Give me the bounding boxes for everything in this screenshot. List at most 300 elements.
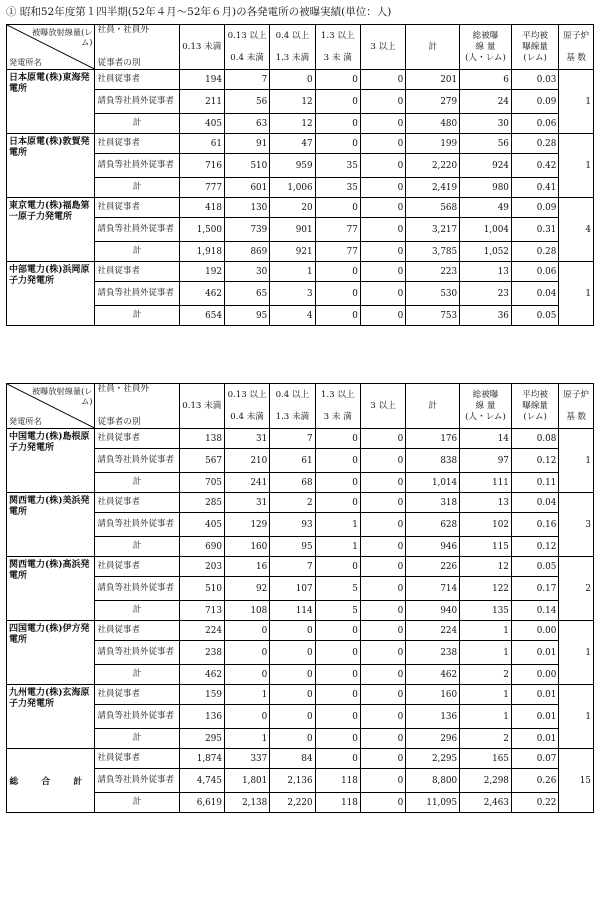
header-lt013 [179,384,224,429]
data-cell: 1,500 [179,218,224,242]
data-cell: 0 [315,493,360,513]
data-cell: 959 [270,154,315,178]
data-cell: 1,801 [224,769,269,793]
data-cell: 56 [460,134,512,154]
data-cell: 20 [270,198,315,218]
data-cell: 285 [179,493,224,513]
grand-total-label: 総 合 計 [7,749,95,813]
data-cell: 4,745 [179,769,224,793]
header-average-dose [511,384,558,429]
data-cell: 238 [406,641,460,665]
data-cell: 0.01 [511,729,558,749]
data-cell: 201 [406,70,460,90]
data-cell: 279 [406,90,460,114]
data-cell: 0 [315,449,360,473]
header-04-13-line2: 1.3 未満 [275,52,310,63]
data-cell: 601 [224,178,269,198]
plant-name: 関西電力(株)美浜発電所 [7,493,95,557]
header-lt013-label: 0.13 未満 [182,400,222,411]
row-label-contractor: 請負等社員外従事者 [95,577,179,601]
data-cell: 0 [315,621,360,641]
row-label-subtotal: 計 [95,793,179,813]
table-row [7,621,594,641]
header-ge3 [360,384,405,429]
header-collective-line2: 線 量 [475,41,496,52]
row-label-contractor: 請負等社員外従事者 [95,769,179,793]
data-cell: 95 [270,537,315,557]
header-013-04 [224,384,269,429]
table-row [7,449,594,473]
row-label-contractor: 請負等社員外従事者 [95,218,179,242]
data-cell: 0.01 [511,705,558,729]
data-cell: 0 [270,729,315,749]
row-label-subtotal: 計 [95,178,179,198]
header-collective-line1: 総被曝 [472,389,499,400]
data-cell: 0.31 [511,218,558,242]
header-reactors [559,25,594,70]
data-cell: 0 [315,705,360,729]
data-cell: 0 [360,729,405,749]
data-cell: 0.12 [511,449,558,473]
reactor-count: 1 [559,70,594,134]
data-cell: 65 [224,282,269,306]
reactor-count: 1 [559,262,594,326]
data-cell: 0 [360,198,405,218]
header-collective-dose [460,384,512,429]
data-cell: 93 [270,513,315,537]
table-row [7,641,594,665]
data-cell: 0 [360,493,405,513]
data-cell: 777 [179,178,224,198]
data-cell: 0 [315,198,360,218]
row-label-subtotal: 計 [95,665,179,685]
data-cell: 122 [460,577,512,601]
header-total [406,384,460,429]
table-row [7,601,594,621]
data-cell: 654 [179,306,224,326]
data-cell: 567 [179,449,224,473]
data-cell: 1 [224,729,269,749]
data-cell: 210 [224,449,269,473]
data-cell: 31 [224,429,269,449]
data-cell: 165 [460,749,512,769]
header-average-dose [511,25,558,70]
data-cell: 1 [224,685,269,705]
data-cell: 35 [315,154,360,178]
header-13-3-line2: 3 未 満 [323,411,352,422]
data-cell: 2 [270,493,315,513]
data-cell: 2,295 [406,749,460,769]
table-row [7,473,594,493]
data-cell: 47 [270,134,315,154]
table-row [7,70,594,90]
header-average-line2: 曝線量 [522,400,549,411]
data-cell: 138 [179,429,224,449]
data-cell: 0 [315,90,360,114]
data-cell: 0 [360,685,405,705]
table-caption: ① 昭和52年度第１四半期(52年４月～52年６月)の各発電所の被曝実績(単位：人) [6,6,392,18]
data-cell: 68 [270,473,315,493]
header-dose-label: 被曝放射線量(レム) [31,27,93,47]
row-label-contractor: 請負等社員外従事者 [95,449,179,473]
data-cell: 418 [179,198,224,218]
data-cell: 921 [270,242,315,262]
data-cell: 980 [460,178,512,198]
header-average-line3: (レム) [523,52,547,63]
data-cell: 136 [179,705,224,729]
data-cell: 0 [360,306,405,326]
data-cell: 0 [315,665,360,685]
data-cell: 1,918 [179,242,224,262]
data-cell: 0 [315,282,360,306]
data-cell: 1,874 [179,749,224,769]
data-cell: 114 [270,601,315,621]
data-cell: 946 [406,537,460,557]
data-cell: 0.09 [511,198,558,218]
data-cell: 102 [460,513,512,537]
header-worker-type-line1: 社員・社員外 [97,25,150,35]
reactor-count: 1 [559,621,594,685]
table-row [7,749,594,769]
data-cell: 405 [179,114,224,134]
row-label-employee: 社員従事者 [95,429,179,449]
table-row [7,513,594,537]
header-row [7,384,594,429]
data-cell: 159 [179,685,224,705]
header-reactors-line1: 原子炉 [563,389,590,400]
reactor-count: 1 [559,685,594,749]
table-row [7,685,594,705]
header-worker-type-line2: 従事者の別 [97,417,141,427]
data-cell: 5 [315,577,360,601]
row-label-subtotal: 計 [95,473,179,493]
data-cell: 1,014 [406,473,460,493]
header-diagonal-cell [7,25,95,70]
data-cell: 3,217 [406,218,460,242]
data-cell: 0 [360,557,405,577]
data-cell: 705 [179,473,224,493]
data-cell: 12 [270,90,315,114]
header-13-3 [315,384,360,429]
data-cell: 0 [360,577,405,601]
data-cell: 0.28 [511,134,558,154]
data-cell: 7 [224,70,269,90]
data-cell: 160 [406,685,460,705]
row-label-subtotal: 計 [95,537,179,557]
header-013-04-line1: 0.13 以上 [227,389,267,400]
data-cell: 0.12 [511,537,558,557]
data-cell: 84 [270,749,315,769]
data-cell: 716 [179,154,224,178]
exposure-table-part-1 [6,24,594,326]
table-row [7,429,594,449]
data-cell: 61 [270,449,315,473]
plant-name: 関西電力(株)高浜発電所 [7,557,95,621]
data-cell: 0 [360,749,405,769]
data-cell: 0 [315,729,360,749]
table-row [7,557,594,577]
table-row [7,154,594,178]
data-cell: 92 [224,577,269,601]
data-cell: 176 [406,429,460,449]
data-cell: 13 [460,262,512,282]
row-label-employee: 社員従事者 [95,557,179,577]
data-cell: 0 [360,665,405,685]
data-cell: 0 [270,685,315,705]
header-13-3-line1: 1.3 以上 [320,30,355,41]
data-cell: 0 [360,154,405,178]
data-cell: 16 [224,557,269,577]
data-cell: 838 [406,449,460,473]
row-label-employee: 社員従事者 [95,198,179,218]
data-cell: 739 [224,218,269,242]
data-cell: 714 [406,577,460,601]
data-cell: 0 [360,537,405,557]
header-diagonal-cell [7,384,95,429]
data-cell: 13 [460,493,512,513]
data-cell: 0 [360,242,405,262]
data-cell: 753 [406,306,460,326]
data-cell: 118 [315,769,360,793]
data-cell: 224 [406,621,460,641]
data-cell: 108 [224,601,269,621]
data-cell: 1 [460,621,512,641]
header-average-line1: 平均被 [522,30,549,41]
table-row [7,729,594,749]
header-013-04-line1: 0.13 以上 [227,30,267,41]
data-cell: 0.22 [511,793,558,813]
data-cell: 0 [315,262,360,282]
data-cell: 2,419 [406,178,460,198]
reactor-count: 3 [559,493,594,557]
header-dose-label: 被曝放射線量(レム) [31,386,93,406]
data-cell: 241 [224,473,269,493]
data-cell: 24 [460,90,512,114]
data-cell: 0.06 [511,114,558,134]
reactor-count: 2 [559,557,594,621]
header-reactors-line2: 基 数 [566,411,587,422]
data-cell: 0 [270,70,315,90]
header-04-13-line1: 0.4 以上 [275,389,310,400]
data-cell: 0.17 [511,577,558,601]
data-cell: 0 [315,429,360,449]
header-average-line2: 曝線量 [522,41,549,52]
data-cell: 30 [460,114,512,134]
data-cell: 95 [224,306,269,326]
header-total-label: 計 [428,41,437,52]
row-label-employee: 社員従事者 [95,493,179,513]
data-cell: 1,004 [460,218,512,242]
header-04-13-line1: 0.4 以上 [275,30,310,41]
data-cell: 0 [315,114,360,134]
data-cell: 0 [360,473,405,493]
data-cell: 199 [406,134,460,154]
header-ge3 [360,25,405,70]
data-cell: 23 [460,282,512,306]
data-cell: 115 [460,537,512,557]
data-cell: 0 [315,641,360,665]
table-row [7,705,594,729]
data-cell: 0.00 [511,621,558,641]
data-cell: 0.07 [511,749,558,769]
row-label-employee: 社員従事者 [95,621,179,641]
data-cell: 0 [360,429,405,449]
data-cell: 924 [460,154,512,178]
row-label-employee: 社員従事者 [95,262,179,282]
header-collective-line2: 線 量 [475,400,496,411]
plant-name: 日本原電(株)敦賀発電所 [7,134,95,198]
row-label-employee: 社員従事者 [95,70,179,90]
data-cell: 2,136 [270,769,315,793]
reactor-count: 4 [559,198,594,262]
data-cell: 0.00 [511,665,558,685]
data-cell: 7 [270,429,315,449]
data-cell: 2,138 [224,793,269,813]
data-cell: 194 [179,70,224,90]
data-cell: 2,463 [460,793,512,813]
data-cell: 940 [406,601,460,621]
reactor-count: 1 [559,134,594,198]
data-cell: 129 [224,513,269,537]
data-cell: 77 [315,218,360,242]
data-cell: 0 [315,473,360,493]
data-cell: 568 [406,198,460,218]
data-cell: 0 [360,621,405,641]
data-cell: 0.06 [511,262,558,282]
data-cell: 0 [360,793,405,813]
data-cell: 2,220 [270,793,315,813]
data-cell: 203 [179,557,224,577]
table-row [7,577,594,601]
plant-name: 中国電力(株)島根原子力発電所 [7,429,95,493]
data-cell: 2,220 [406,154,460,178]
data-cell: 0 [360,705,405,729]
data-cell: 0 [360,282,405,306]
data-cell: 2,298 [460,769,512,793]
plant-name: 中部電力(株)浜岡原子力発電所 [7,262,95,326]
header-lt013-label: 0.13 未満 [182,41,222,52]
data-cell: 0 [224,705,269,729]
header-13-3 [315,25,360,70]
plant-name: 東京電力(株)福島第一原子力発電所 [7,198,95,262]
table-row [7,262,594,282]
data-cell: 0 [360,262,405,282]
data-cell: 1,052 [460,242,512,262]
data-cell: 0 [360,641,405,665]
row-label-contractor: 請負等社員外従事者 [95,154,179,178]
data-cell: 0 [360,90,405,114]
data-cell: 0 [224,665,269,685]
row-label-employee: 社員従事者 [95,685,179,705]
header-ge3-label: 3 以上 [370,400,396,411]
table-row [7,282,594,306]
header-plant-label: 発電所名 [9,416,42,426]
plant-name: 九州電力(株)玄海原子力発電所 [7,685,95,749]
row-label-subtotal: 計 [95,601,179,621]
data-cell: 0 [270,705,315,729]
data-cell: 0 [270,621,315,641]
data-cell: 462 [179,282,224,306]
row-label-contractor: 請負等社員外従事者 [95,90,179,114]
data-cell: 0 [360,449,405,473]
data-cell: 0 [360,178,405,198]
data-cell: 318 [406,493,460,513]
data-cell: 36 [460,306,512,326]
data-cell: 4 [270,306,315,326]
data-cell: 1 [315,537,360,557]
data-cell: 869 [224,242,269,262]
row-label-contractor: 請負等社員外従事者 [95,513,179,537]
header-plant-label: 発電所名 [9,57,42,67]
data-cell: 530 [406,282,460,306]
data-cell: 0.09 [511,90,558,114]
header-04-13-line2: 1.3 未満 [275,411,310,422]
header-04-13 [270,384,315,429]
data-cell: 0 [315,70,360,90]
data-cell: 61 [179,134,224,154]
data-cell: 7 [270,557,315,577]
data-cell: 6,619 [179,793,224,813]
header-013-04 [224,25,269,70]
header-total-label: 計 [428,400,437,411]
data-cell: 31 [224,493,269,513]
table-row [7,769,594,793]
data-cell: 135 [460,601,512,621]
data-cell: 0 [224,641,269,665]
data-cell: 238 [179,641,224,665]
header-13-3-line1: 1.3 以上 [320,389,355,400]
data-cell: 1 [460,705,512,729]
data-cell: 12 [270,114,315,134]
header-reactors [559,384,594,429]
data-cell: 0 [360,70,405,90]
row-label-subtotal: 計 [95,114,179,134]
data-cell: 63 [224,114,269,134]
data-cell: 901 [270,218,315,242]
data-cell: 0.11 [511,473,558,493]
data-cell: 0.16 [511,513,558,537]
data-cell: 0.05 [511,306,558,326]
header-row [7,25,594,70]
data-cell: 30 [224,262,269,282]
data-cell: 690 [179,537,224,557]
data-cell: 0.42 [511,154,558,178]
table-row [7,198,594,218]
header-reactors-line1: 原子炉 [563,30,590,41]
exposure-table-part-2 [6,383,594,813]
data-cell: 1 [460,641,512,665]
table-row [7,493,594,513]
data-cell: 0 [315,749,360,769]
data-cell: 0.26 [511,769,558,793]
data-cell: 628 [406,513,460,537]
data-cell: 136 [406,705,460,729]
data-cell: 2 [460,665,512,685]
row-label-contractor: 請負等社員外従事者 [95,705,179,729]
row-label-contractor: 請負等社員外従事者 [95,641,179,665]
header-collective-dose [460,25,512,70]
data-cell: 0.14 [511,601,558,621]
data-cell: 224 [179,621,224,641]
table-row [7,306,594,326]
data-cell: 56 [224,90,269,114]
data-cell: 5 [315,601,360,621]
header-collective-line1: 総被曝 [472,30,499,41]
data-cell: 49 [460,198,512,218]
data-cell: 0.05 [511,557,558,577]
data-cell: 0 [315,306,360,326]
data-cell: 1 [315,513,360,537]
